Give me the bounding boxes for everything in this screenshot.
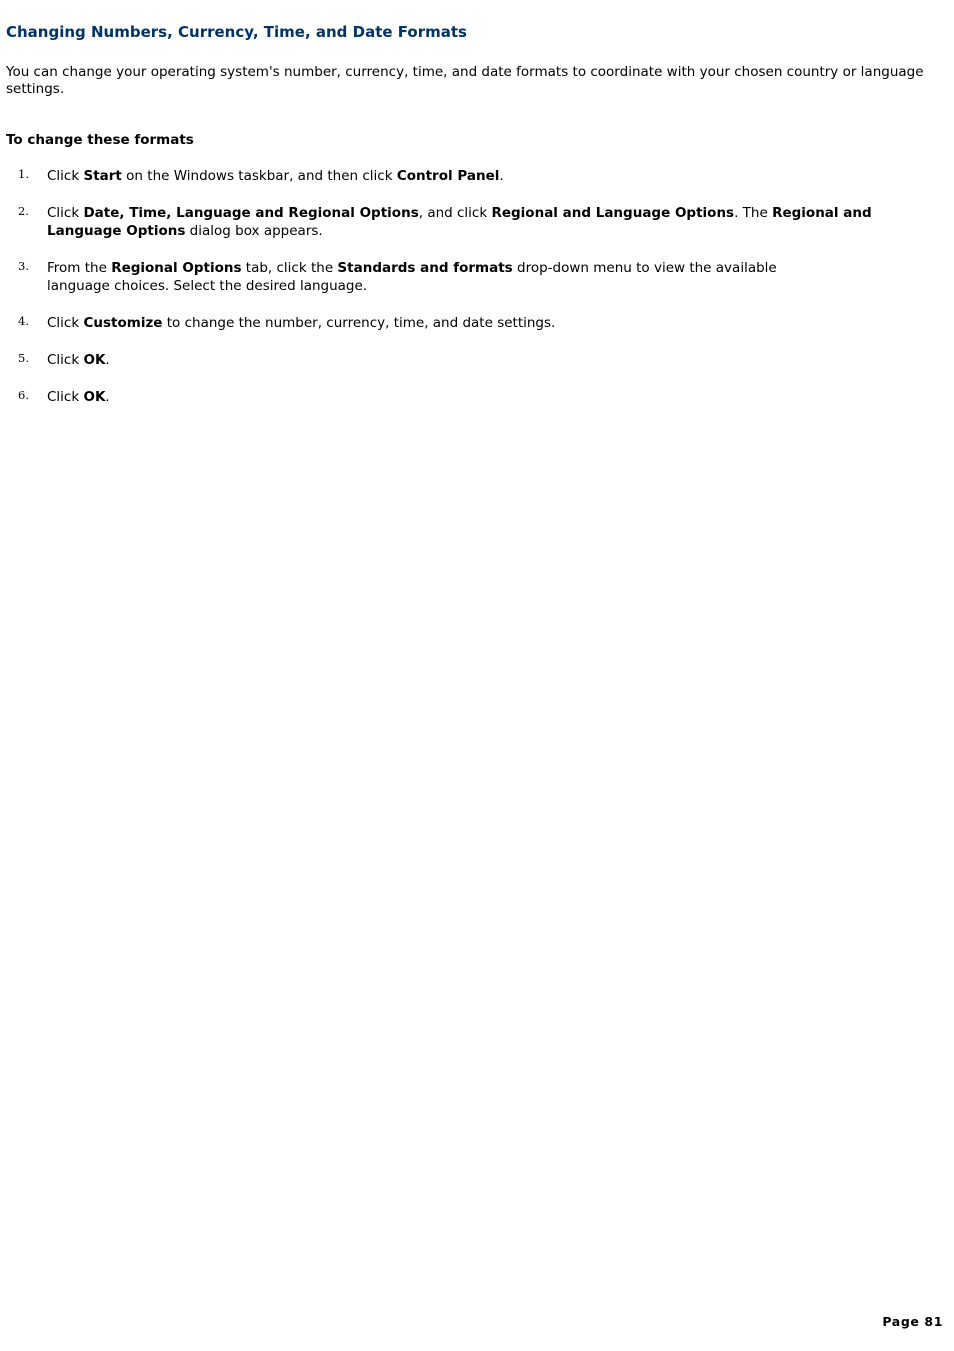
step-number: 4.: [18, 314, 29, 328]
step-ui-term: Control Panel: [396, 168, 500, 184]
step-text: [47, 352, 110, 368]
step-text-run: dialog box appears.: [185, 223, 323, 239]
step-ui-term: Date, Time, Language and Regional Options: [83, 205, 419, 221]
step-ui-term: Regional Options: [111, 260, 242, 276]
step-item: [0, 388, 940, 406]
step-text-run: drop-down menu to view the available: [512, 260, 777, 276]
step-text-run: on the Windows taskbar, and then click: [121, 168, 397, 184]
step-text-run: . The: [734, 205, 773, 221]
step-ui-term: OK: [83, 389, 106, 405]
step-text-run: to change the number, currency, time, and date settings.: [162, 315, 556, 331]
step-item: [0, 259, 940, 295]
step-text-run: .: [105, 389, 110, 405]
step-item: [0, 204, 940, 240]
step-item: [0, 167, 940, 185]
step-text-run: Click: [47, 389, 84, 405]
step-text-run: , and click: [418, 205, 492, 221]
step-text-run: Click: [47, 352, 84, 368]
step-text: [47, 168, 504, 184]
step-text-run: .: [499, 168, 504, 184]
step-text: [47, 205, 872, 239]
step-item: [0, 351, 940, 369]
step-text-run: tab, click the: [241, 260, 338, 276]
procedure-heading: To change these formats: [6, 132, 194, 148]
step-ui-term: Start: [83, 168, 122, 184]
step-text: [47, 389, 110, 405]
step-number: 2.: [18, 204, 29, 218]
step-text: [47, 315, 555, 331]
step-text-run: language choices. Select the desired language.: [47, 278, 368, 294]
step-number: 1.: [18, 167, 29, 181]
step-text-run: .: [105, 352, 110, 368]
step-text-run: Click: [47, 315, 84, 331]
step-text-run: From the: [47, 260, 112, 276]
step-text: [47, 260, 777, 294]
step-ui-term: Customize: [83, 315, 163, 331]
step-ui-term: Regional and Language Options: [491, 205, 735, 221]
step-ui-term: OK: [83, 352, 106, 368]
step-number: 6.: [18, 388, 29, 402]
step-number: 5.: [18, 351, 29, 365]
step-ui-term: Regional and Language Options: [47, 205, 872, 239]
steps-list: [0, 167, 940, 425]
intro-paragraph: You can change your operating system's number, currency, time, and date formats to coordinate with your chosen country or language settings.: [6, 64, 924, 97]
step-text-run: Click: [47, 205, 84, 221]
page-title: Changing Numbers, Currency, Time, and Date Formats: [6, 23, 467, 41]
step-item: [0, 314, 940, 332]
step-number: 3.: [18, 259, 29, 273]
step-ui-term: Standards and formats: [337, 260, 513, 276]
page-number: Page 81: [882, 1314, 943, 1329]
step-text-run: Click: [47, 168, 84, 184]
